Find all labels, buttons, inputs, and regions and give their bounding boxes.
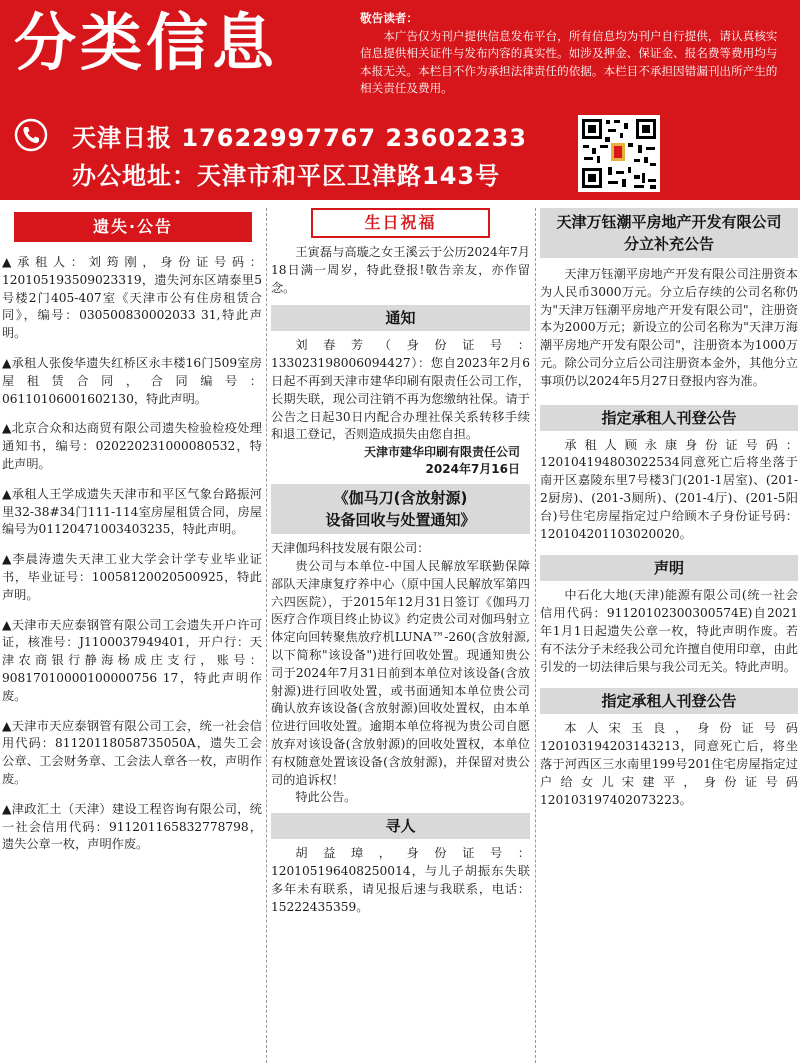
list-item: ▲李晨涛遗失天津工业大学会计学专业毕业证书，毕业证号：10058120020500925，特此声明。 xyxy=(2,552,262,602)
list-item: ▲承租人张俊华遗失红桥区永丰楼16门509室房屋租赁合同，合同编号：06110106001602130，特此声明。 xyxy=(2,355,262,406)
phone-icon xyxy=(14,118,48,152)
list-item: ▲天津市天应泰钢管有限公司工会，统一社会信用代码：81120118058735050A，遗失工会公章、工会财务章、工会法人章各一枚，声明作废。 xyxy=(2,718,262,786)
tenant-notice-2-heading: 指定承租人刊登公告 xyxy=(540,688,798,714)
division-heading-line1: 天津万钰潮平房地产开发有限公司 xyxy=(556,213,782,231)
section-title: 分类信息 xyxy=(14,6,279,79)
seek-person-heading: 寻人 xyxy=(271,813,530,839)
recall-heading-line2: 设备回收与处置通知》 xyxy=(325,511,476,530)
notice-signature: 天津市建华印刷有限责任公司 xyxy=(363,445,520,460)
list-item: ▲津政汇土（天津）建设工程咨询有限公司，统一社会信用代码：911201165832778798，遗失公章一枚，声明作废。 xyxy=(2,801,262,852)
tenant-notice-text: 承租人顾永康身份证号码：120104194803022534同意死亡后将坐落于南开区嘉陵东里7号楼3门(201-1居室)、(201-2厨房)、(201-3厕所)、(201-4厅)、(201-5阳台)号住宅房屋指定过户给顾木子身份证号码：120104201103020020。 xyxy=(540,437,798,541)
lost-notices-heading: 遗失·公告 xyxy=(14,212,252,242)
notice-text: 刘春芳（身份证号：133023198006094427）：您自2023年2月6日起不再到天津市建华印刷有限责任公司工作，长期失联，现公司注销不再为您缴纳社保。请于公告之日起30日内配合办理社保关系转移手续和退工登记，否则造成损失由您自担。 xyxy=(271,338,530,442)
notice-heading: 敬告读者： xyxy=(360,11,418,25)
notice-date: 2024年7月16日 xyxy=(425,462,520,477)
column-divider xyxy=(266,208,267,1063)
reader-notice xyxy=(360,10,788,98)
list-item: ▲北京合众和达商贸有限公司遗失检验检疫处理通知书，编号：020220231000080532，特此声明。 xyxy=(2,421,262,471)
division-notice-heading xyxy=(540,208,798,258)
list-item: ▲承租人：刘筠刚，身份证号码：120105193509023319，遗失河东区靖泰里5号楼2门405-407室《天津市公有住房租赁合同》，编号：030500830002033 31,特此声明。 xyxy=(2,255,262,341)
qr-code-icon xyxy=(578,115,660,192)
birthday-heading: 生日祝福 xyxy=(311,208,490,238)
notice-heading: 通知 xyxy=(271,305,530,331)
birthday-text: 王寅磊与高璇之女王溪云于公历2024年7月18日满一周岁，特此登报!敬告亲友，亦作留念。 xyxy=(271,245,530,295)
header-banner xyxy=(0,0,800,200)
statement-heading: 声明 xyxy=(540,555,798,581)
list-item: ▲天津市天应泰钢管有限公司工会遗失开户许可证，核准号：J1100037949401，开户行：天津农商银行静海杨成庄支行，账号：90817010000100000756 17，特此声明作废。 xyxy=(2,617,262,703)
division-heading-line2: 分立补充公告 xyxy=(623,235,714,253)
tenant-notice-2-text: 本人宋玉良，身份证号码120103194203143213，同意死亡后，将坐落于河西区三水南里199号201住宅房屋指定过户给女儿宋建平，身份证号码120103197402073223。 xyxy=(540,721,798,807)
column-divider xyxy=(535,208,536,1063)
right-column xyxy=(540,208,798,1063)
recall-heading xyxy=(271,484,530,534)
recall-text: 贵公司与本单位-中国人民解放军联勤保障部队天津康复疗养中心（原中国人民解放军第四六四医院），于2015年12月31日签订《伽玛刀医疗合作项目终止协议》约定贵公司对伽玛射立体定向回转聚焦放疗机LUNA™-260(含放射源,以下简称"该设备")进行回收处置。现通知贵公司于2024年7月31日前到本单位对该设备(含放射源)进行回收处置，或书面通知本单位贵公司确认放弃该设备(含放射源)回收处置权，由本单位进行回收处置。逾期本单位将视为贵公司自愿放弃对该设备(含放射源)的回收处置权，本单位有权随意处置该设备(含放射源)，并保留对贵公司的追诉权！ xyxy=(271,558,530,787)
division-notice-text: 天津万钰潮平房地产开发有限公司注册资本为人民币3000万元。分立后存续的公司名称仍为"天津万钰潮平房地产开发有限公司"，注册资本为2000万元；新设立的公司名称为"天津万海潮平房地产开发有限公司"，注册资本为1000万元。除公司分立后公司注册资本金外，其他分立事项仍以2024年5月27日登报内容为准。 xyxy=(540,267,798,388)
recall-closing: 特此公告。 xyxy=(295,790,357,805)
middle-column xyxy=(271,208,530,1063)
contact-phones: 天津日报 17622997767 23602233 xyxy=(72,124,527,152)
list-item: ▲承租人王学成遗失天津市和平区气象台路振河里32-38#34门111-114室房屋租赁合同，房屋编号为01120471003403235，特此声明。 xyxy=(2,486,262,537)
recall-salutation: 天津伽玛科技发展有限公司： xyxy=(271,541,430,556)
recall-heading-line1: 《伽马刀(含放射源) xyxy=(333,489,468,508)
notice-body: 本广告仅为刊户提供信息发布平台，所有信息均为刊户自行提供，请认真核实信息提供相关证件与发布内容的真实性。如涉及押金、保证金、报名费等费用均与本报无关。本栏目不作为承担法律责任的依据。本栏目不承担因错漏刊出所产生的相关责任及费用。 xyxy=(360,28,778,95)
statement-text: 中石化大地(天津)能源有限公司(统一社会信用代码：91120102300300574E)自2021年1月1日起遗失公章一枚，特此声明作废。若有不法分子未经我公司允许擅自使用印章，由此引发的一切法律后果与我公司无关。特此声明。 xyxy=(540,588,798,674)
seek-person-text: 胡益璋，身份证号：120105196408250014，与儿子胡振东失联多年未有联系，请见报后速与我联系，电话：15222435359。 xyxy=(271,846,530,914)
office-address: 办公地址：天津市和平区卫津路143号 xyxy=(72,162,501,190)
tenant-notice-heading: 指定承租人刊登公告 xyxy=(540,405,798,431)
lost-notices-column xyxy=(2,208,262,1063)
